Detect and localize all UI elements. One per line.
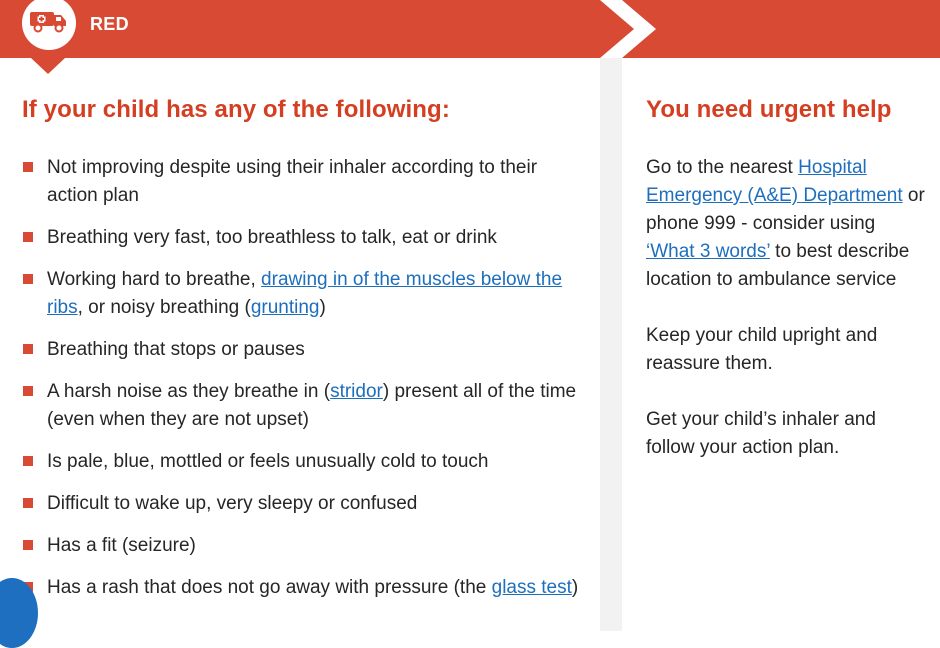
list-item: Working hard to breathe, drawing in of the muscles below the ribs, or noisy breathing (grunting): [22, 266, 582, 322]
advice-paragraph-upright: Keep your child upright and reassure them.: [646, 325, 878, 374]
list-item: Difficult to wake up, very sleepy or confused: [22, 490, 582, 518]
bullet-square-icon: [23, 386, 33, 396]
list-item: Has a rash that does not go away with pressure (the glass test): [22, 574, 582, 602]
stridor-link[interactable]: stridor: [330, 381, 383, 402]
ambulance-badge: [22, 0, 76, 50]
bullet-square-icon: [23, 540, 33, 550]
list-item: Breathing that stops or pauses: [22, 336, 582, 364]
action-heading: You need urgent help: [646, 96, 892, 123]
advice-paragraph-emergency: Go to the nearest Hospital Emergency (A&E) Department or phone 999 - consider using ‘What 3 words’ to best describe location to ambulance service: [646, 157, 925, 290]
advice-paragraph-inhaler: Get your child’s inhaler and follow your action plan.: [646, 409, 876, 458]
list-item: Not improving despite using their inhaler according to their action plan: [22, 154, 582, 210]
alert-level-label: RED: [90, 14, 129, 34]
bullet-square-icon: [23, 456, 33, 466]
list-item: Breathing very fast, too breathless to talk, eat or drink: [22, 224, 582, 252]
grunting-link[interactable]: grunting: [250, 297, 320, 318]
column-gutter: [600, 58, 622, 631]
chevron-divider-icon: [600, 0, 670, 58]
ambulance-icon: [30, 9, 68, 33]
symptoms-column: [22, 96, 582, 598]
symptom-list: [22, 154, 582, 616]
symptoms-heading: If your child has any of the following:: [22, 96, 450, 123]
advice-text: [646, 154, 926, 462]
banner-pointer: [31, 58, 65, 74]
list-item: Is pale, blue, mottled or feels unusually cold to touch: [22, 448, 582, 476]
list-item: A harsh noise as they breathe in (stridor) present all of the time (even when they are not upset): [22, 378, 582, 434]
bullet-square-icon: [23, 232, 33, 242]
what3words-link[interactable]: ‘What 3 words’: [646, 241, 770, 262]
action-column: [646, 96, 926, 458]
list-item: Has a fit (seizure): [22, 532, 582, 560]
hospital-emergency-link[interactable]: Hospital Emergency (A&E) Department: [646, 157, 903, 206]
bullet-square-icon: [23, 162, 33, 172]
bullet-square-icon: [23, 498, 33, 508]
bullet-square-icon: [23, 274, 33, 284]
bullet-square-icon: [23, 344, 33, 354]
alert-banner: [0, 0, 940, 58]
muscles-below-ribs-link[interactable]: drawing in of the muscles below the ribs: [47, 269, 563, 318]
glass-test-link[interactable]: glass test: [491, 577, 572, 598]
